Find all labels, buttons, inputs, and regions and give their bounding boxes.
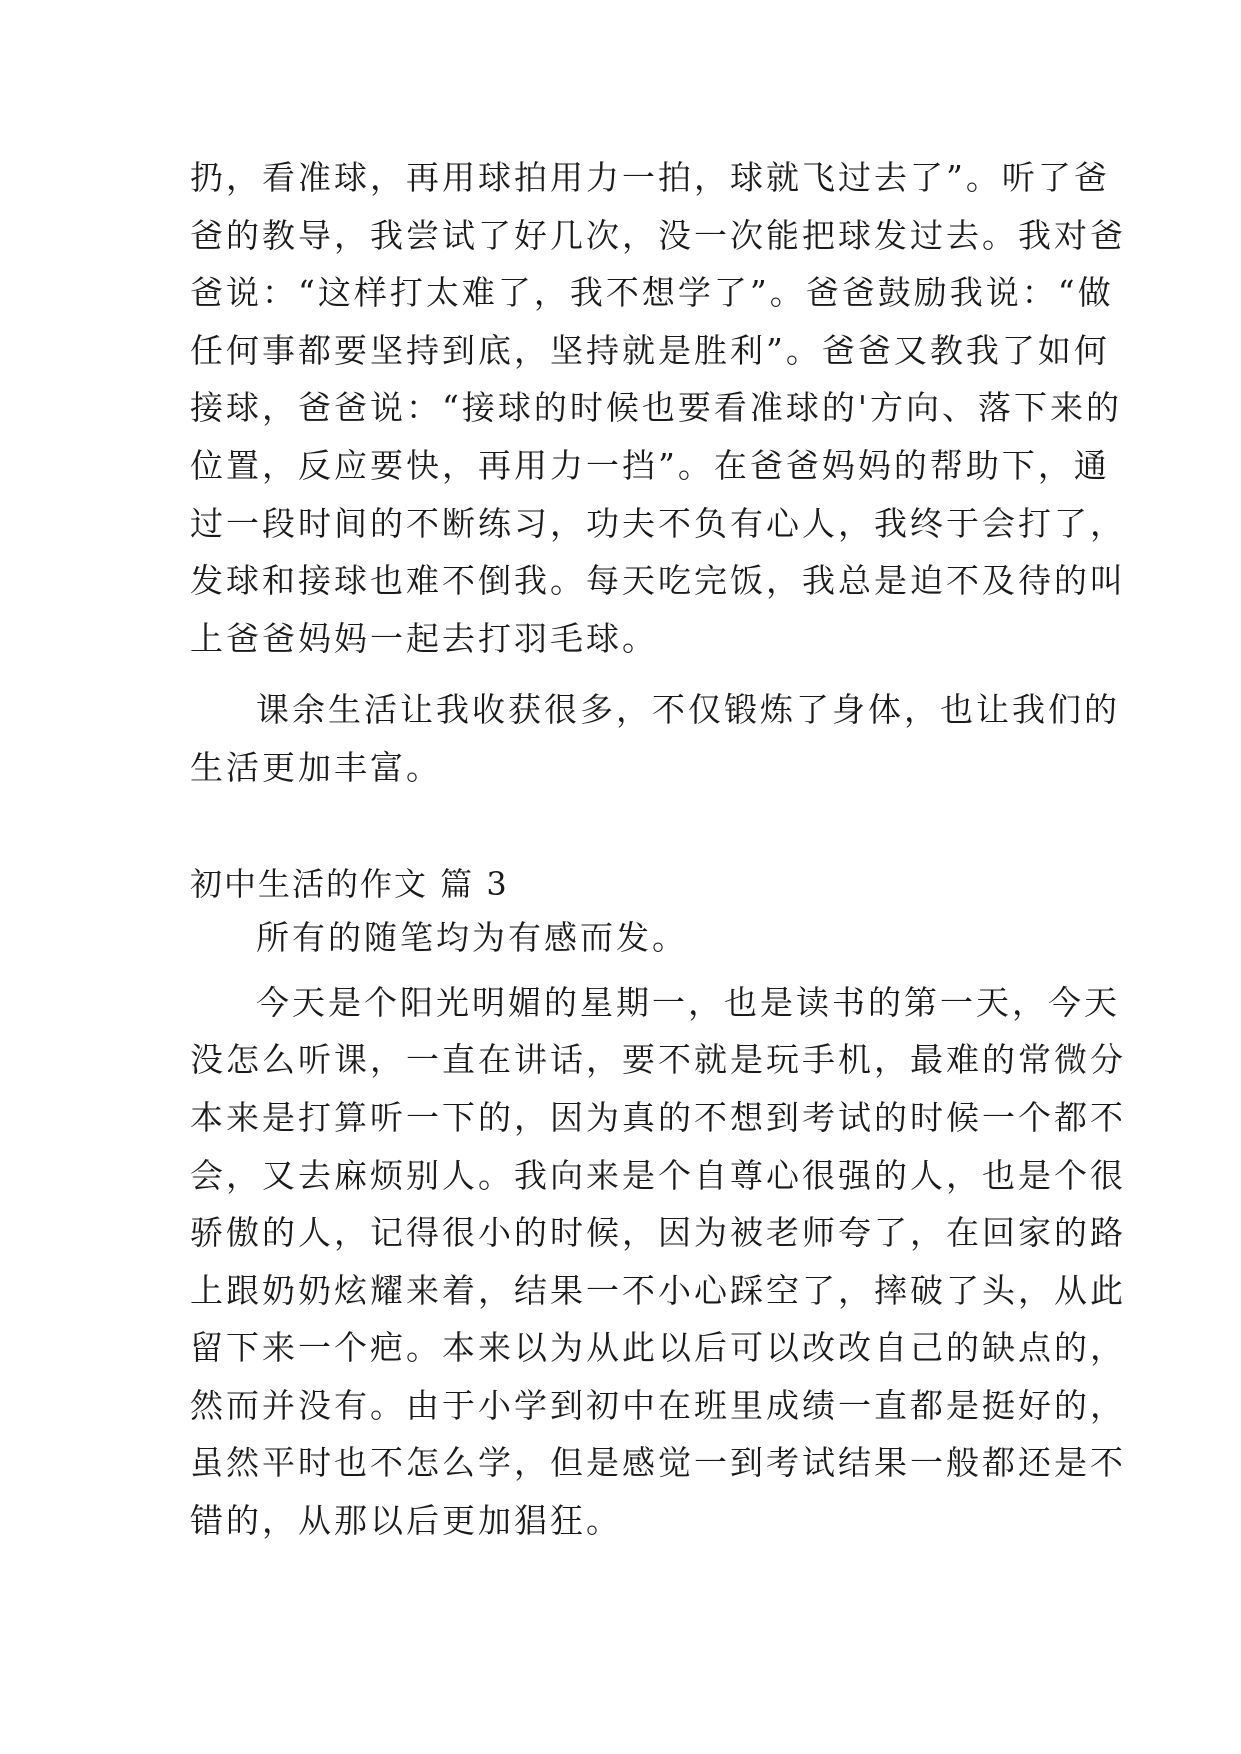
text-line: 上爸爸妈妈一起去打羽毛球。 bbox=[190, 619, 658, 658]
text-line: 发球和接球也难不倒我。每天吃完饭，我总是迫不及待的叫 bbox=[190, 561, 1126, 600]
text-line: 没怎么听课，一直在讲话，要不就是玩手机，最难的常微分 bbox=[190, 1040, 1126, 1079]
text-line: 扔，看准球，再用球拍用力一拍，球就飞过去了”。听了爸 bbox=[190, 158, 1110, 197]
text-line: 过一段时间的不断练习，功夫不负有心人，我终于会打了， bbox=[190, 504, 1126, 543]
text-line: 位置，反应要快，再用力一挡”。在爸爸妈妈的帮助下，通 bbox=[190, 446, 1110, 485]
text-line: 爸说：“这样打太难了，我不想学了”。爸爸鼓励我说：“做 bbox=[190, 273, 1114, 312]
text-line: 爸的教导，我尝试了好几次，没一次能把球发过去。我对爸 bbox=[190, 216, 1126, 255]
section-heading: 初中生活的作文 篇 3 bbox=[190, 865, 509, 903]
text-line: 本来是打算听一下的，因为真的不想到考试的时候一个都不 bbox=[190, 1098, 1126, 1137]
text-line: 所有的随笔均为有感而发。 bbox=[256, 918, 688, 957]
text-line: 留下来一个疤。本来以为从此以后可以改改自己的缺点的， bbox=[190, 1328, 1126, 1367]
text-line: 生活更加丰富。 bbox=[190, 748, 442, 787]
text-line: 今天是个阳光明媚的星期一，也是读书的第一天，今天 bbox=[256, 983, 1120, 1022]
text-line: 会，又去麻烦别人。我向来是个自尊心很强的人，也是个很 bbox=[190, 1156, 1126, 1195]
text-line: 骄傲的人，记得很小的时候，因为被老师夸了，在回家的路 bbox=[190, 1213, 1126, 1252]
text-line: 接球，爸爸说：“接球的时候也要看准球的'方向、落下来的 bbox=[190, 388, 1122, 427]
text-line: 虽然平时也不怎么学，但是感觉一到考试结果一般都还是不 bbox=[190, 1443, 1126, 1482]
text-line: 任何事都要坚持到底，坚持就是胜利”。爸爸又教我了如何 bbox=[190, 331, 1110, 370]
text-line: 然而并没有。由于小学到初中在班里成绩一直都是挺好的， bbox=[190, 1386, 1126, 1425]
text-line: 错的，从那以后更加猖狂。 bbox=[190, 1501, 622, 1540]
text-line: 上跟奶奶炫耀来着，结果一不小心踩空了，摔破了头，从此 bbox=[190, 1271, 1126, 1310]
text-line: 课余生活让我收获很多，不仅锻炼了身体，也让我们的 bbox=[256, 690, 1120, 729]
